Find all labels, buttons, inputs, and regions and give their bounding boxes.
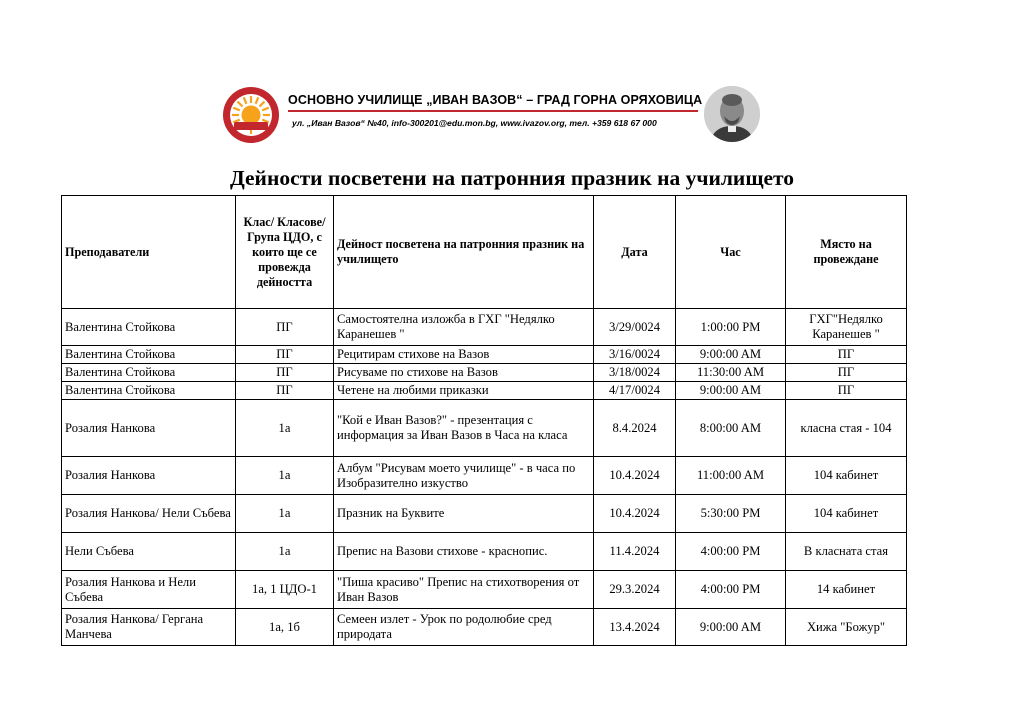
cell-activity: "Кой е Иван Вазов?" - презентация с информация за Иван Вазов в Часа на класа xyxy=(334,400,594,457)
cell-teachers: Розалия Нанкова xyxy=(62,400,236,457)
table-row xyxy=(62,400,907,457)
cell-time: 4:00:00 PM xyxy=(676,571,786,609)
cell-activity: Самостоятелна изложба в ГХГ "Недялко Каранешев " xyxy=(334,309,594,346)
cell-teachers: Розалия Нанкова и Нели Събева xyxy=(62,571,236,609)
cell-teachers: Розалия Нанкова/ Нели Събева xyxy=(62,495,236,533)
cell-time: 5:30:00 PM xyxy=(676,495,786,533)
document-title: Дейности посветени на патронния празник на училището xyxy=(229,166,795,190)
table-row xyxy=(62,533,907,571)
cell-activity: Рисуваме по стихове на Вазов xyxy=(334,364,594,382)
cell-date: 11.4.2024 xyxy=(594,533,676,571)
cell-teachers: Валентина Стойкова xyxy=(62,364,236,382)
letterhead-divider xyxy=(288,110,698,112)
table-header-row xyxy=(62,196,907,309)
table-row xyxy=(62,457,907,495)
cell-activity: Препис на Вазови стихове - краснопис. xyxy=(334,533,594,571)
table-row xyxy=(62,346,907,364)
cell-date: 13.4.2024 xyxy=(594,609,676,646)
cell-teachers: Валентина Стойкова xyxy=(62,346,236,364)
cell-activity: Рецитирам стихове на Вазов xyxy=(334,346,594,364)
school-name: ОСНОВНО УЧИЛИЩЕ „ИВАН ВАЗОВ“ – ГРАД ГОРНА ОРЯХОВИЦА xyxy=(288,93,703,107)
cell-class: 1а xyxy=(236,533,334,571)
cell-time: 9:00:00 AM xyxy=(676,382,786,400)
cell-venue: ГХГ"Недялко Каранешев " xyxy=(786,309,907,346)
cell-time: 11:00:00 AM xyxy=(676,457,786,495)
cell-class: 1а xyxy=(236,400,334,457)
cell-class: 1а, 1 ЦДО-1 xyxy=(236,571,334,609)
cell-time: 9:00:00 AM xyxy=(676,609,786,646)
header-activity: Дейност посветена на патронния празник на училището xyxy=(334,196,594,309)
ivan-vazov-portrait-icon xyxy=(704,86,760,142)
cell-teachers: Розалия Нанкова xyxy=(62,457,236,495)
table-row xyxy=(62,495,907,533)
cell-class: ПГ xyxy=(236,382,334,400)
school-emblem-sun-icon xyxy=(222,86,280,144)
cell-date: 10.4.2024 xyxy=(594,495,676,533)
cell-class: ПГ xyxy=(236,309,334,346)
header-teachers: Преподаватели xyxy=(62,196,236,309)
header-class-group: Клас/ Класове/ Група ЦДО, с които ще се провежда дейността xyxy=(236,196,334,309)
cell-activity: Семеен излет - Урок по родолюбие сред природата xyxy=(334,609,594,646)
cell-venue: В класната стая xyxy=(786,533,907,571)
cell-date: 3/18/0024 xyxy=(594,364,676,382)
header-venue: Място на провеждане xyxy=(786,196,907,309)
cell-teachers: Нели Събева xyxy=(62,533,236,571)
cell-venue: Хижа "Божур" xyxy=(786,609,907,646)
cell-date: 8.4.2024 xyxy=(594,400,676,457)
cell-activity: Четене на любими приказки xyxy=(334,382,594,400)
cell-venue: 104 кабинет xyxy=(786,457,907,495)
cell-class: ПГ xyxy=(236,364,334,382)
header-date: Дата xyxy=(594,196,676,309)
cell-date: 3/29/0024 xyxy=(594,309,676,346)
table-row xyxy=(62,309,907,346)
table-row xyxy=(62,609,907,646)
cell-date: 3/16/0024 xyxy=(594,346,676,364)
cell-activity: Албум "Рисувам моето училище" - в часа по Изобразително изкуство xyxy=(334,457,594,495)
cell-activity: "Пиша красиво" Препис на стихотворения от Иван Вазов xyxy=(334,571,594,609)
cell-venue: 104 кабинет xyxy=(786,495,907,533)
cell-venue: 14 кабинет xyxy=(786,571,907,609)
table-row xyxy=(62,571,907,609)
cell-class: 1а, 1б xyxy=(236,609,334,646)
cell-venue: ПГ xyxy=(786,346,907,364)
school-address: ул. „Иван Вазов“ №40, info-300201@edu.mon.bg, www.ivazov.org, тел. +359 618 67 000 xyxy=(292,118,657,128)
header-time: Час xyxy=(676,196,786,309)
cell-time: 11:30:00 AM xyxy=(676,364,786,382)
cell-date: 10.4.2024 xyxy=(594,457,676,495)
cell-venue: ПГ xyxy=(786,364,907,382)
cell-time: 8:00:00 AM xyxy=(676,400,786,457)
cell-time: 1:00:00 PM xyxy=(676,309,786,346)
cell-class: ПГ xyxy=(236,346,334,364)
cell-venue: ПГ xyxy=(786,382,907,400)
table-row xyxy=(62,364,907,382)
cell-date: 29.3.2024 xyxy=(594,571,676,609)
table-row xyxy=(62,382,907,400)
letterhead xyxy=(222,86,762,144)
cell-class: 1а xyxy=(236,457,334,495)
activities-table xyxy=(61,195,907,646)
cell-activity: Празник на Буквите xyxy=(334,495,594,533)
cell-date: 4/17/0024 xyxy=(594,382,676,400)
cell-class: 1а xyxy=(236,495,334,533)
cell-venue: класна стая - 104 xyxy=(786,400,907,457)
cell-time: 4:00:00 PM xyxy=(676,533,786,571)
cell-teachers: Валентина Стойкова xyxy=(62,382,236,400)
cell-teachers: Розалия Нанкова/ Гергана Манчева xyxy=(62,609,236,646)
cell-time: 9:00:00 AM xyxy=(676,346,786,364)
cell-teachers: Валентина Стойкова xyxy=(62,309,236,346)
